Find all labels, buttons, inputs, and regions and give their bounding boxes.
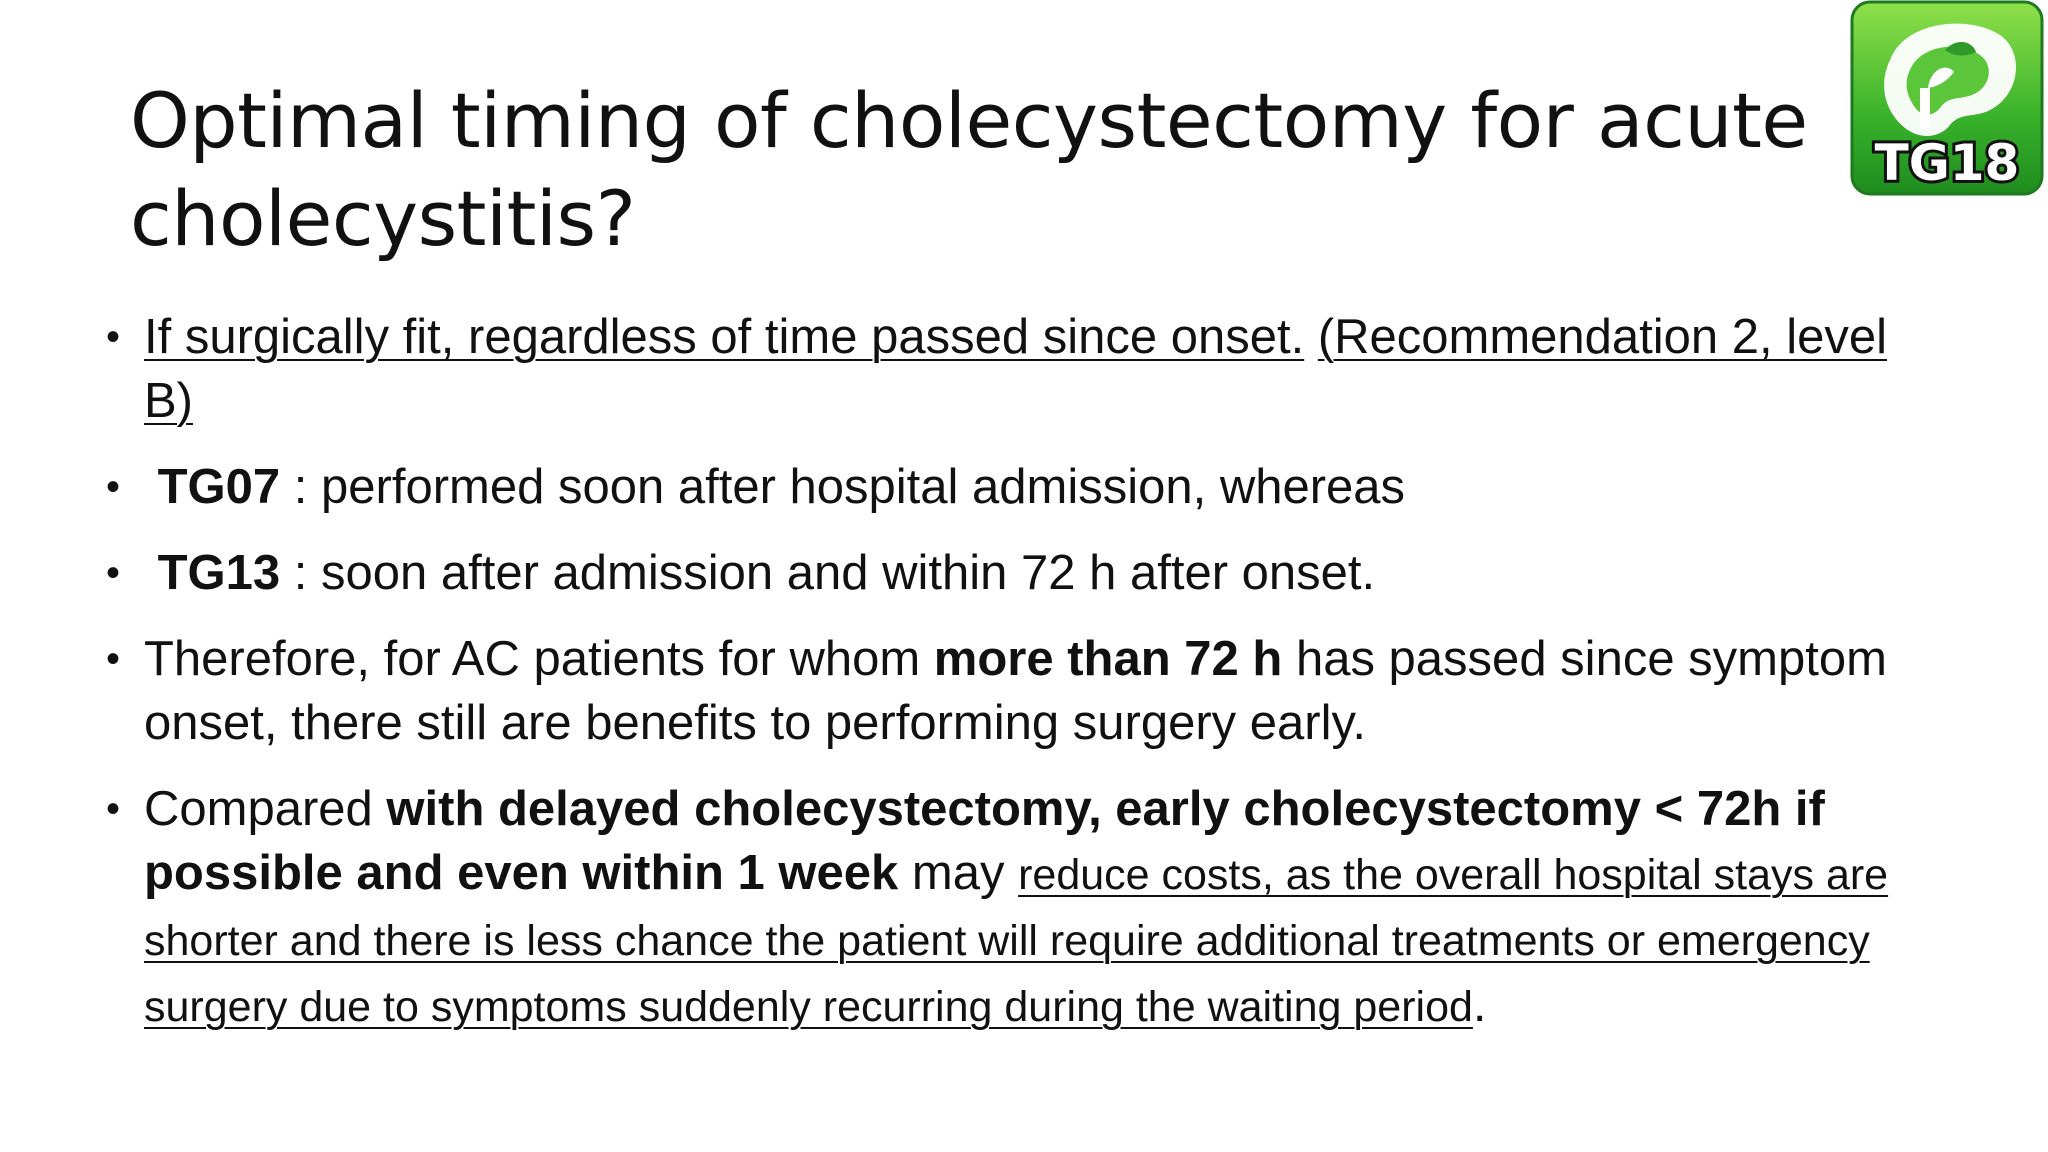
bullet-5-text-b: may [898, 846, 1019, 900]
bullet-1 [100, 305, 1910, 433]
bullet-2-text: : performed soon after hospital admission, whereas [280, 460, 1406, 514]
bullet-5 [100, 777, 1910, 1039]
bullet-1-text-a: If surgically fit, regardless of time passed since onset. [144, 310, 1305, 364]
bullet-1-text-b: (Recommendation 2, level B) [144, 310, 1888, 428]
bullet-dot: • [106, 637, 121, 681]
bullet-4-emphasis: more than 72 h [933, 632, 1283, 686]
bullet-4-text-a: Therefore, for AC patients for whom [144, 632, 934, 686]
bullet-2 [100, 455, 1910, 519]
bullet-5-underlined: reduce costs, as the overall hospital stays are shorter and there is less chance the patient will require additional treatments or emergency surgery due to symptoms suddenly recurring during the waiting period [144, 851, 1889, 1031]
bullet-5-end: . [1472, 978, 1487, 1032]
bullet-5-emphasis: with delayed cholecystectomy, early cholecystectomy < 72h if possible and even within 1 week [144, 782, 1825, 900]
slide-title: Optimal timing of cholecystectomy for acute cholecystitis? [130, 76, 1808, 263]
bullet-list [100, 305, 1910, 1061]
bullet-3-text: : soon after admission and within 72 h after onset. [280, 546, 1376, 600]
bullet-dot: • [106, 465, 121, 509]
bullet-3 [100, 541, 1910, 605]
tg18-logo-graphic [1850, 0, 2044, 196]
bullet-dot: • [106, 315, 121, 359]
bullet-4 [100, 627, 1910, 755]
logo-text: TG18 [1874, 134, 2020, 192]
tg18-logo [1850, 0, 2044, 196]
bullet-5-text-a: Compared [144, 782, 387, 836]
bullet-1-sep [1304, 310, 1318, 364]
bullet-3-label: TG13 [157, 546, 281, 600]
bullet-2-label: TG07 [157, 460, 281, 514]
bullet-4-text-b: has passed since symptom onset, there still are benefits to performing surgery early. [144, 632, 1887, 750]
bullet-dot: • [106, 787, 121, 831]
bullet-dot: • [106, 551, 121, 595]
